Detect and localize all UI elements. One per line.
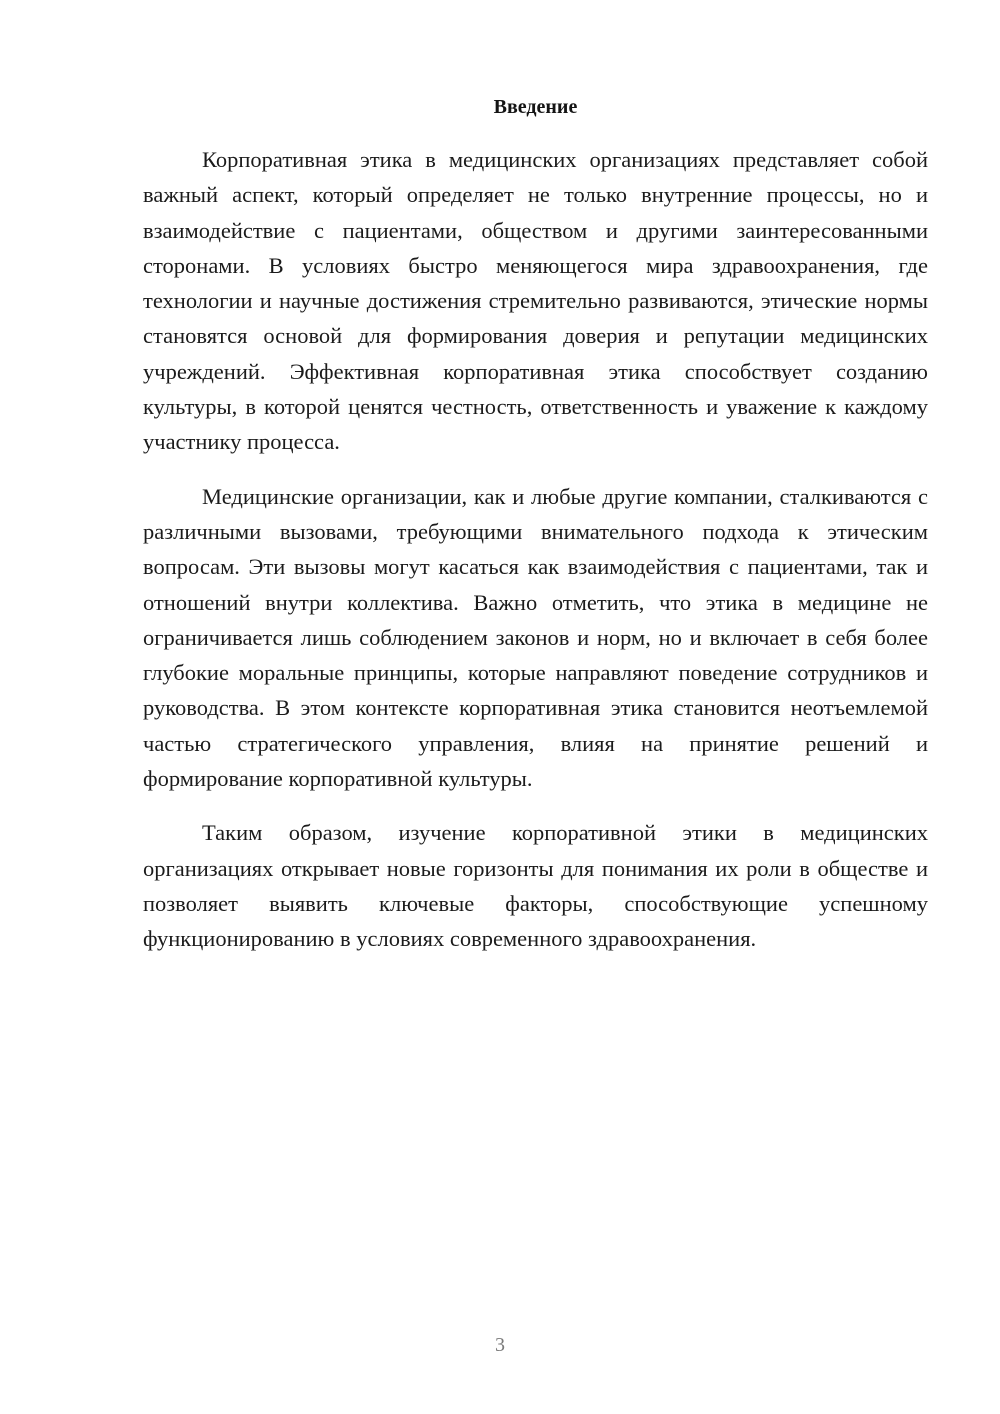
paragraph-3: Таким образом, изучение корпоративной этики в медицинских организациях открывает новые горизонты для понимания их роли в обществе и позволяет выявить ключевые факторы, способствующие успешному функционированию в условиях современного здравоохранения. — [143, 820, 928, 952]
paragraph-2: Медицинские организации, как и любые другие компании, сталкиваются с различными вызовами, требующими внимательного подхода к этическим вопросам. Эти вызовы могут касаться как взаимодействия с пациентами, так и отношений внутри коллектива. Важно отметить, что этика в медицине не ограничивается лишь соблюдением законов и норм, но и включает в себя более глубокие моральные принципы, которые направляют поведение сотрудников и руководства. В этом контексте корпоративная этика становится неотъемлемой частью стратегического управления, влияя на принятие решений и формирование корпоративной культуры. — [143, 483, 928, 792]
page-title: Введение — [493, 96, 578, 118]
page-number: 3 — [495, 1334, 505, 1356]
document-body — [143, 142, 928, 976]
paragraph-1: Корпоративная этика в медицинских организациях представляет собой важный аспект, который определяет не только внутренние процессы, но и взаимодействие с пациентами, обществом и другими заинтересованными сторонами. В условиях быстро меняющегося мира здравоохранения, где технологии и научные достижения стремительно развиваются, этические нормы становятся основой для формирования доверия и репутации медицинских учреждений. Эффективная корпоративная этика способствует созданию культуры, в которой ценятся честность, ответственность и уважение к каждому участнику процесса. — [143, 147, 928, 455]
